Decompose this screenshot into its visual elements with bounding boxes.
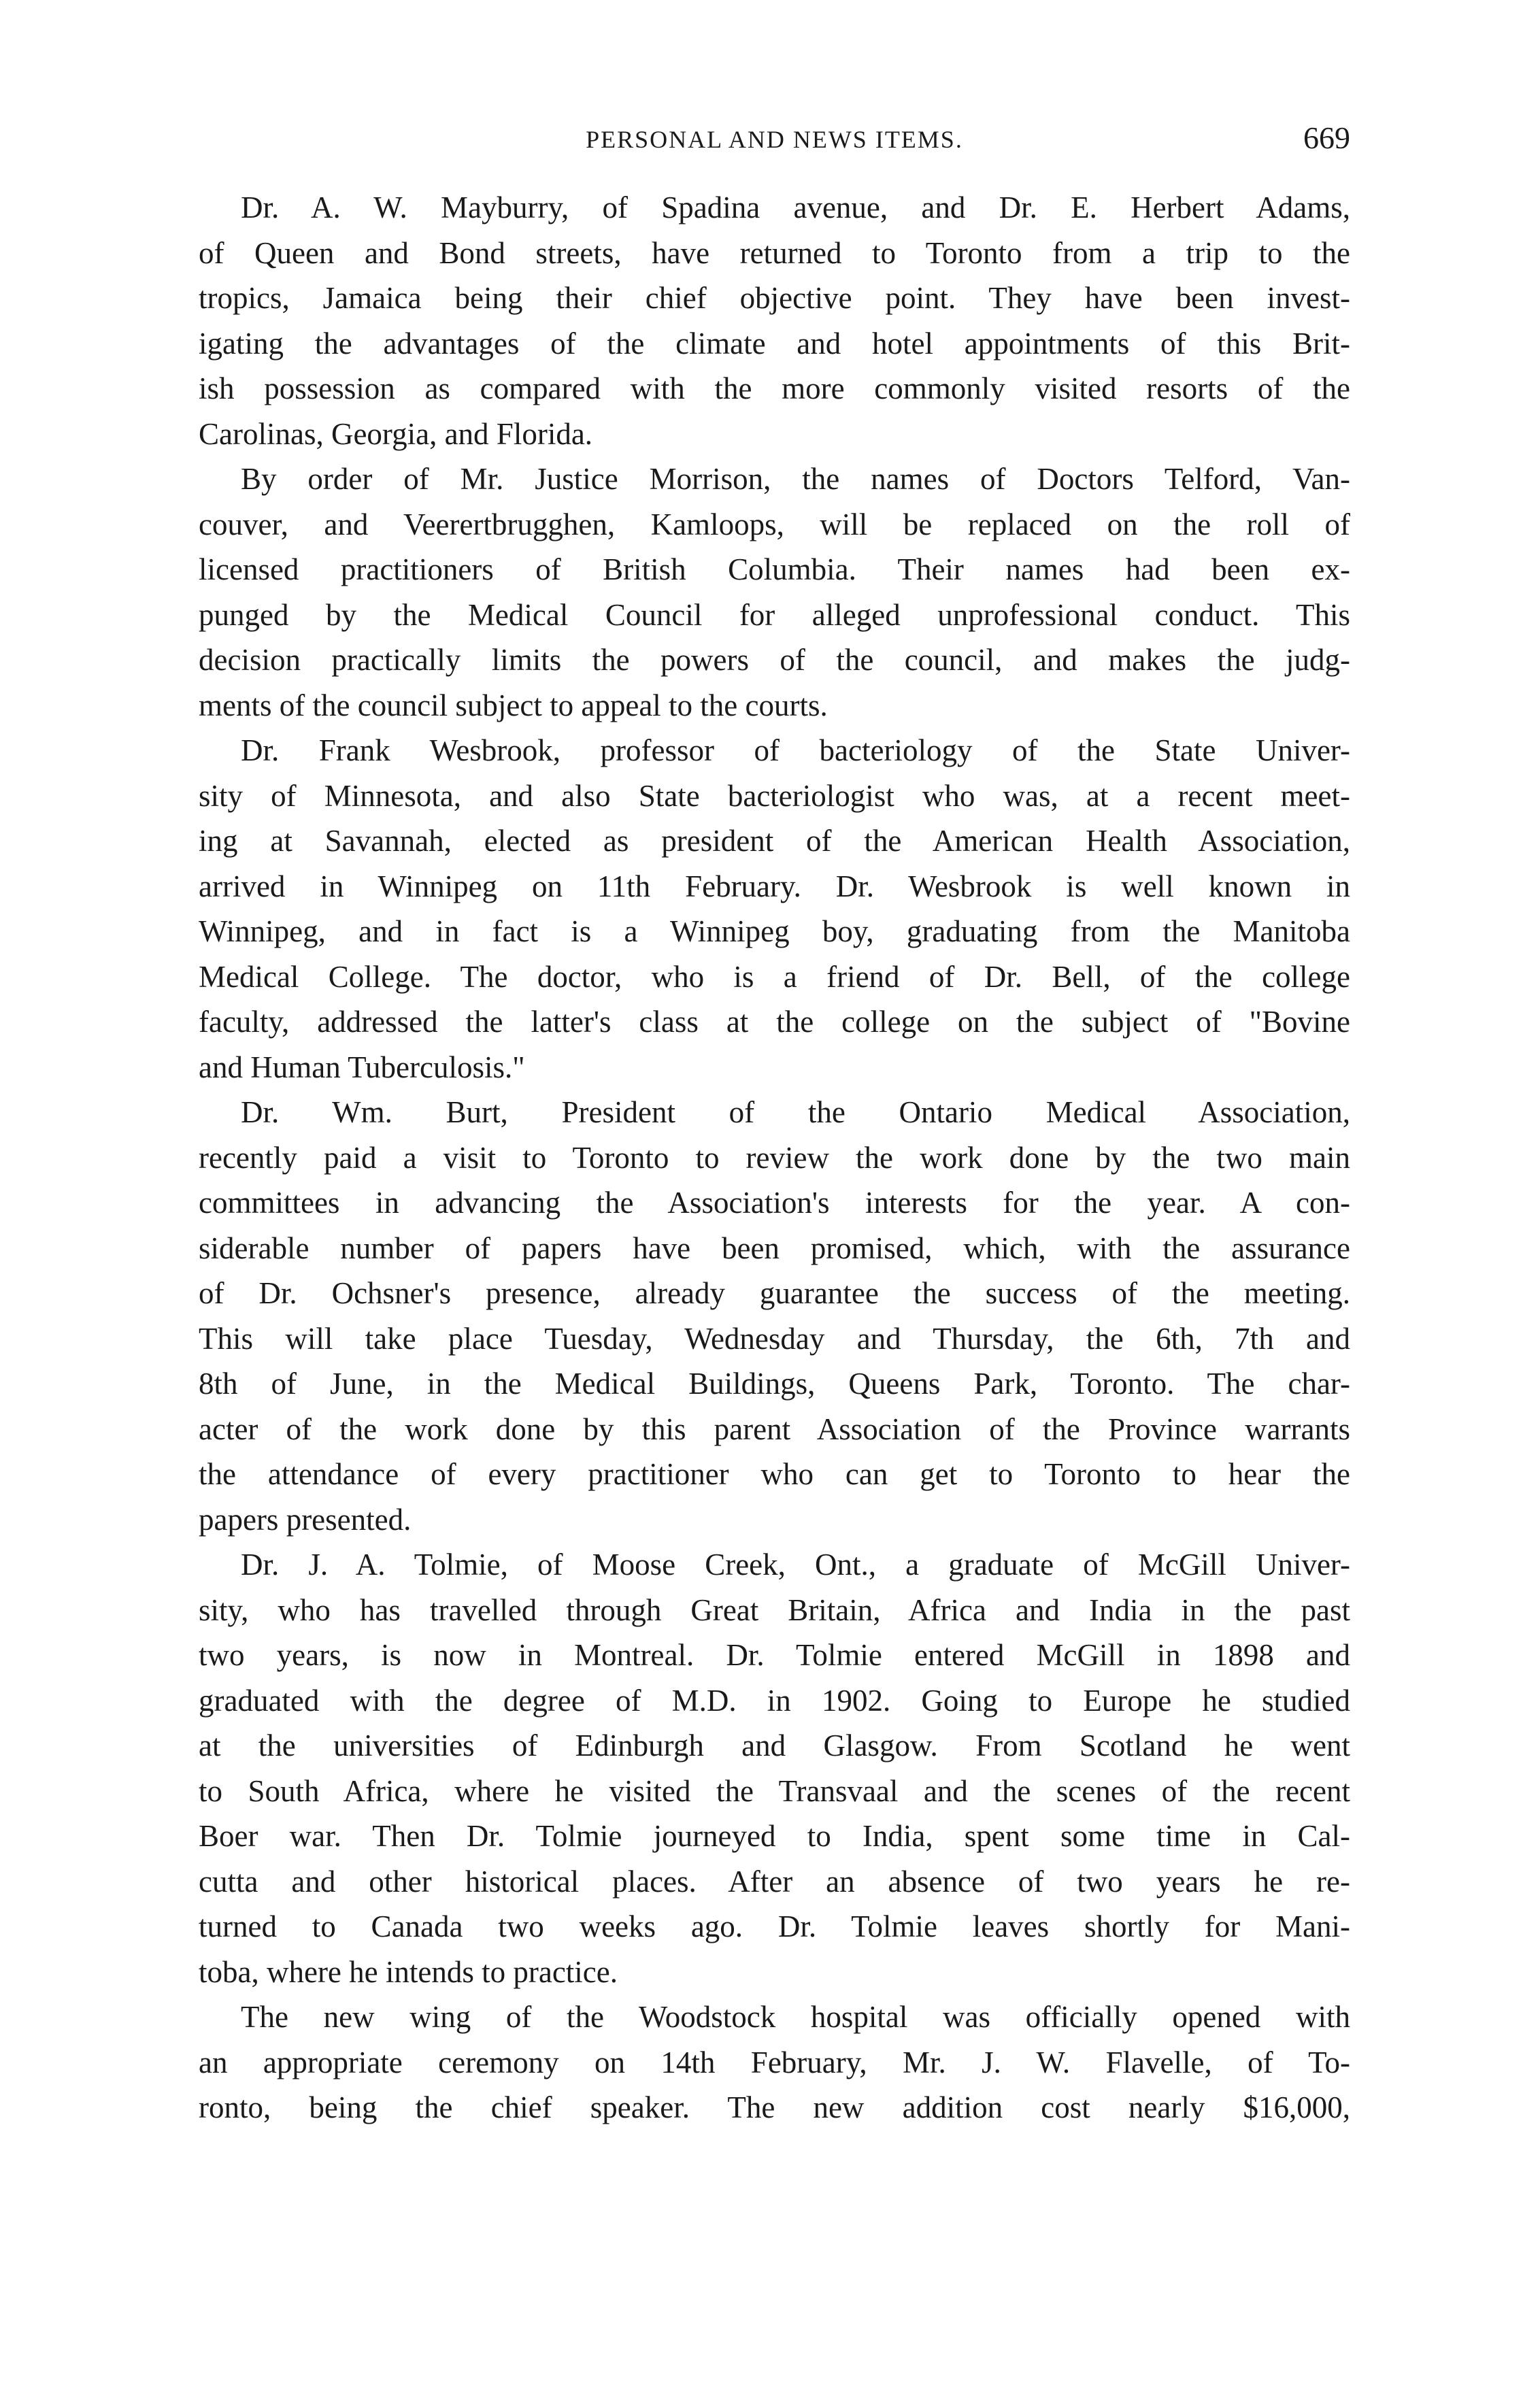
text-line: tropics, Jamaica being their chief objective point. They have been invest- — [199, 281, 1350, 315]
text-line: cutta and other historical places. After an absence of two years he re- — [199, 1864, 1350, 1899]
text-line: faculty, addressed the latter's class at the college on the subject of "Bovine — [199, 1005, 1350, 1039]
paragraph — [199, 1090, 1350, 1542]
text-line: This will take place Tuesday, Wednesday and Thursday, the 6th, 7th and — [199, 1321, 1350, 1356]
text-line: toba, where he intends to practice. — [199, 1954, 618, 1989]
text-line: arrived in Winnipeg on 11th February. Dr. Wesbrook is well known in — [199, 869, 1350, 903]
paragraph — [199, 728, 1350, 1090]
text-line: Carolinas, Georgia, and Florida. — [199, 416, 593, 451]
text-line: By order of Mr. Justice Morrison, the names of Doctors Telford, Van- — [241, 462, 1350, 496]
text-line: The new wing of the Woodstock hospital was officially opened with — [241, 2000, 1350, 2034]
text-line: Dr. J. A. Tolmie, of Moose Creek, Ont., a graduate of McGill Univer- — [241, 1548, 1350, 1582]
text-line: Medical College. The doctor, who is a friend of Dr. Bell, of the college — [199, 959, 1350, 994]
text-line: couver, and Veerertbrugghen, Kamloops, will be replaced on the roll of — [199, 507, 1350, 541]
text-line: the attendance of every practitioner who can get to Toronto to hear the — [199, 1457, 1350, 1491]
text-line: turned to Canada two weeks ago. Dr. Tolmie leaves shortly for Mani- — [199, 1909, 1350, 1943]
paragraph — [199, 1542, 1350, 1994]
page-number: 669 — [1303, 120, 1350, 155]
paragraph — [199, 1994, 1350, 2131]
text-line: of Dr. Ochsner's presence, already guarantee the success of the meeting. — [199, 1276, 1350, 1310]
running-head: PERSONAL AND NEWS ITEMS. — [586, 126, 963, 153]
text-line: ish possession as compared with the more commonly visited resorts of the — [199, 371, 1350, 405]
text-line: Boer war. Then Dr. Tolmie journeyed to India, spent some time in Cal- — [199, 1819, 1350, 1853]
text-line: acter of the work done by this parent Association of the Province warrants — [199, 1411, 1350, 1446]
text-line: 8th of June, in the Medical Buildings, Queens Park, Toronto. The char- — [199, 1367, 1350, 1401]
text-line: recently paid a visit to Toronto to review the work done by the two main — [199, 1140, 1350, 1175]
text-line: igating the advantages of the climate and hotel appointments of this Brit- — [199, 326, 1350, 361]
text-line: sity of Minnesota, and also State bacteriologist who was, at a recent meet- — [199, 778, 1350, 813]
text-line: committees in advancing the Association's interests for the year. A con- — [199, 1186, 1350, 1220]
text-line: ronto, being the chief speaker. The new addition cost nearly $16,000, — [199, 2090, 1350, 2124]
text-line: Dr. Frank Wesbrook, professor of bacteriology of the State Univer- — [241, 733, 1350, 767]
body-text — [199, 185, 1350, 2131]
text-line: Winnipeg, and in fact is a Winnipeg boy, graduating from the Manitoba — [199, 914, 1350, 948]
text-line: sity, who has travelled through Great Britain, Africa and India in the past — [199, 1592, 1350, 1627]
text-line: papers presented. — [199, 1502, 412, 1537]
paragraph — [199, 456, 1350, 728]
text-line: licensed practitioners of British Columbia. Their names had been ex- — [199, 552, 1350, 586]
text-line: and Human Tuberculosis." — [199, 1050, 525, 1084]
page-header — [199, 120, 1350, 161]
text-line: to South Africa, where he visited the Transvaal and the scenes of the recent — [199, 1773, 1350, 1808]
text-line: graduated with the degree of M.D. in 1902. Going to Europe he studied — [199, 1683, 1350, 1718]
text-line: at the universities of Edinburgh and Glasgow. From Scotland he went — [199, 1728, 1350, 1762]
text-line: ments of the council subject to appeal to the courts. — [199, 688, 828, 722]
text-line: Dr. A. W. Mayburry, of Spadina avenue, and Dr. E. Herbert Adams, — [241, 190, 1350, 224]
text-line: of Queen and Bond streets, have returned to Toronto from a trip to the — [199, 235, 1350, 270]
text-line: decision practically limits the powers of the council, and makes the judg- — [199, 643, 1350, 677]
text-line: siderable number of papers have been promised, which, with the assurance — [199, 1231, 1350, 1265]
text-line: Dr. Wm. Burt, President of the Ontario Medical Association, — [241, 1095, 1350, 1129]
text-line: two years, is now in Montreal. Dr. Tolmie entered McGill in 1898 and — [199, 1638, 1350, 1672]
text-line: an appropriate ceremony on 14th February, Mr. J. W. Flavelle, of To- — [199, 2045, 1350, 2079]
paragraph — [199, 185, 1350, 456]
text-line: punged by the Medical Council for alleged unprofessional conduct. This — [199, 597, 1350, 632]
text-line: ing at Savannah, elected as president of the American Health Association, — [199, 824, 1350, 858]
